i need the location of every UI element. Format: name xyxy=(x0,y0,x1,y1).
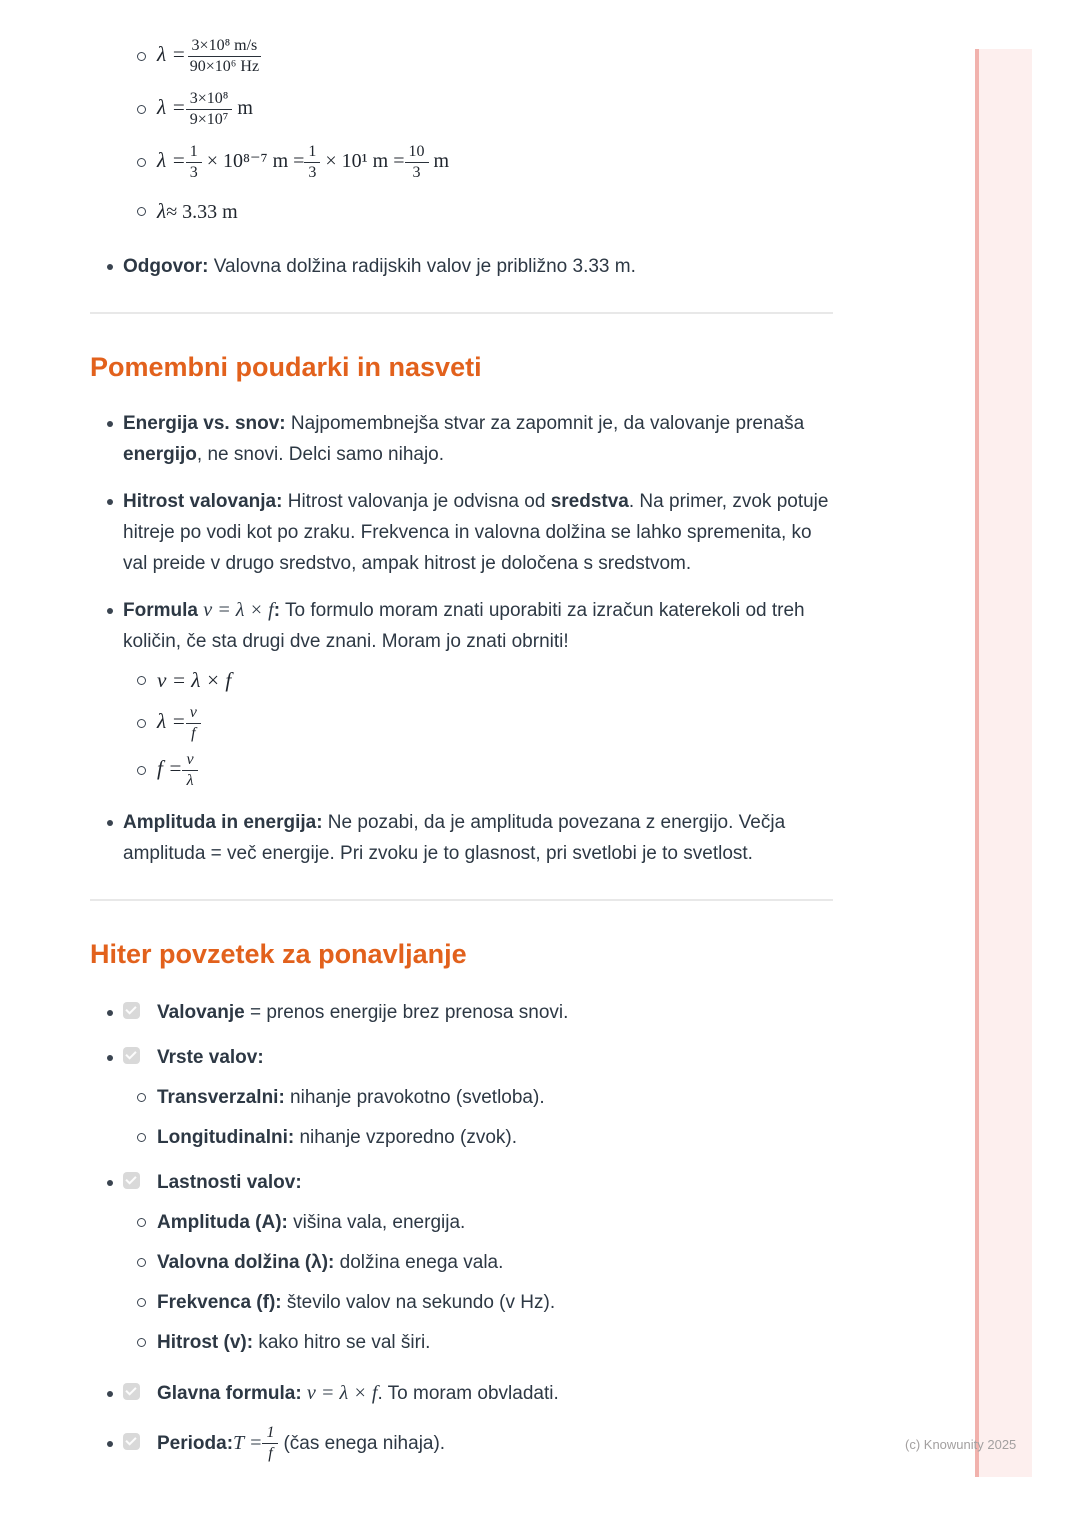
text-segment: Hitrost valovanja je odvisna od xyxy=(282,491,551,512)
sub-item-valovna-dolzina xyxy=(90,1247,835,1278)
text-segment: dolžina enega vala. xyxy=(334,1252,504,1273)
bullet-item-energy xyxy=(90,408,835,470)
math-step xyxy=(90,195,835,229)
sub-item-frekvenca xyxy=(90,1287,835,1318)
text-segment: Vrste valov: xyxy=(157,1047,264,1068)
bullet-dot-icon xyxy=(107,1180,113,1186)
circle-bullet-icon xyxy=(137,207,146,216)
text-segment: ≈ 3.33 m xyxy=(166,201,238,223)
text-segment: Transverzalni: xyxy=(157,1087,285,1108)
bullet-dot-icon xyxy=(107,608,113,614)
text-segment: Ne pozabi, da je amplituda povezana z energijo. Večja amplituda = več energije. Pri zvoku je to glasnost, pri svetlobi je to svetlost. xyxy=(123,812,786,864)
text-segment: v = λ × f xyxy=(306,1382,378,1404)
bullet-text xyxy=(123,491,828,574)
text-segment: sredstva xyxy=(550,491,629,512)
text-segment: , ne snovi. Delci samo nihajo. xyxy=(196,444,445,465)
text-segment: m xyxy=(433,150,450,173)
sub-item-text xyxy=(157,1087,545,1108)
checklist-text xyxy=(157,1047,264,1068)
section-title-tips: Pomembni poudarki in nasveti xyxy=(90,352,482,382)
section-title-summary: Hiter povzetek za ponavljanje xyxy=(90,939,467,969)
bullet-text xyxy=(123,812,785,864)
checklist-item-lastnosti xyxy=(90,1167,835,1198)
text-segment: kako hitro se val širi. xyxy=(253,1332,431,1353)
sub-item-amplituda xyxy=(90,1207,835,1238)
answer-text xyxy=(123,256,636,277)
math-step xyxy=(90,36,835,77)
fraction: $\frac{1}{3}$ xyxy=(304,142,320,183)
text-segment: višina vala, energija. xyxy=(287,1212,466,1233)
text-segment: : xyxy=(273,600,281,621)
bullet-text xyxy=(123,413,804,465)
bullet-dot-icon xyxy=(107,1055,113,1061)
text-segment: število valov na sekundo (v Hz). xyxy=(281,1292,556,1313)
text-segment: Valovna dolžina (λ): xyxy=(157,1252,335,1273)
checklist-text xyxy=(157,1423,445,1464)
bullet-dot-icon xyxy=(107,499,113,505)
text-segment: (čas enega nihaja). xyxy=(283,1433,446,1454)
fraction: $\frac{\text{3×10⁸ m/s}}{\text{90×10⁶ Hz}}$ xyxy=(186,36,263,77)
circle-bullet-icon xyxy=(137,719,146,728)
sub-item-hitrost xyxy=(90,1327,835,1358)
text-segment: Perioda: xyxy=(157,1433,234,1454)
checkbox-checked-icon xyxy=(123,1172,140,1189)
text-segment: Hitrost (v): xyxy=(157,1332,254,1353)
text-segment: Valovanje xyxy=(157,1002,245,1023)
text-segment: Odgovor: xyxy=(123,256,209,277)
text-segment: nihanje pravokotno (svetloba). xyxy=(284,1087,545,1108)
text-segment: To formulo moram znati uporabiti za izračun katerekoli od treh količin, če sta drugi dve znani. Moram jo znati obrniti! xyxy=(123,600,805,652)
bullet-dot-icon xyxy=(107,421,113,427)
checklist-item-vrste xyxy=(90,1042,835,1073)
circle-bullet-icon xyxy=(137,1338,146,1347)
sub-item-text xyxy=(157,1332,430,1353)
formula-sub-item xyxy=(90,665,835,697)
bullet-dot-icon xyxy=(107,1441,113,1447)
text-segment: T = xyxy=(233,1432,263,1454)
circle-bullet-icon xyxy=(137,1093,146,1102)
sub-item-transverzalni xyxy=(90,1082,835,1113)
circle-bullet-icon xyxy=(137,105,146,114)
text-segment: v = λ × f xyxy=(203,599,274,621)
sub-item-text xyxy=(157,1292,555,1313)
formula-text xyxy=(157,665,231,697)
math-step-content xyxy=(157,142,449,183)
circle-bullet-icon xyxy=(137,1133,146,1142)
formula-sub-item xyxy=(90,703,835,744)
text-segment: Lastnosti valov: xyxy=(157,1172,302,1193)
page-edge-accent-bar xyxy=(975,49,1032,1477)
checklist-text xyxy=(157,1172,302,1193)
text-segment: λ = xyxy=(157,95,186,120)
bullet-dot-icon xyxy=(107,1391,113,1397)
math-step-content xyxy=(157,36,268,77)
section-divider xyxy=(90,899,833,901)
answer-item xyxy=(90,251,835,282)
bullet-dot-icon xyxy=(107,820,113,826)
checklist-text xyxy=(157,1002,568,1023)
fraction: $\frac{v}{\lambda}$ xyxy=(182,750,197,791)
checkbox-checked-icon xyxy=(123,1047,140,1064)
checkbox-checked-icon xyxy=(123,1383,140,1400)
math-step xyxy=(90,89,835,130)
text-segment: Longitudinalni: xyxy=(157,1127,295,1148)
circle-bullet-icon xyxy=(137,158,146,167)
sub-item-text xyxy=(157,1127,517,1148)
text-segment: × 10⁸⁻⁷ m = xyxy=(206,150,305,173)
text-segment: energijo xyxy=(123,444,197,465)
text-segment: v = λ × f xyxy=(157,668,232,692)
content-column xyxy=(90,0,835,1464)
fraction: $\frac{1}{3}$ xyxy=(186,142,202,183)
bullet-item-formula xyxy=(90,595,835,657)
math-step-content xyxy=(157,89,253,130)
circle-bullet-icon xyxy=(137,1218,146,1227)
circle-bullet-icon xyxy=(137,1298,146,1307)
circle-bullet-icon xyxy=(137,766,146,775)
text-segment: Amplituda (A): xyxy=(157,1212,288,1233)
text-segment: λ = xyxy=(157,42,186,67)
text-segment: Amplituda in energija: xyxy=(123,812,323,833)
formula-text xyxy=(157,750,203,791)
text-segment: Frekvenca (f): xyxy=(157,1292,282,1313)
formula-text xyxy=(157,703,206,744)
fraction: $\frac{\text{3×10⁸}}{\text{9×10⁷}}$ xyxy=(186,89,233,130)
checklist-item-perioda xyxy=(90,1423,835,1464)
bullet-item-amplitude xyxy=(90,807,835,869)
checkbox-checked-icon xyxy=(123,1433,140,1450)
text-segment: f = xyxy=(157,756,183,781)
text-segment: Formula xyxy=(123,600,204,621)
math-step xyxy=(90,142,835,183)
circle-bullet-icon xyxy=(137,676,146,685)
bullet-dot-icon xyxy=(107,264,113,270)
text-segment: nihanje vzporedno (zvok). xyxy=(294,1127,518,1148)
bullet-item-speed xyxy=(90,486,835,579)
fraction: $\frac{v}{f}$ xyxy=(186,703,201,744)
formula-sub-item xyxy=(90,750,835,791)
circle-bullet-icon xyxy=(137,1258,146,1267)
text-segment: = prenos energije brez prenosa snovi. xyxy=(244,1002,569,1023)
text-segment: Valovna dolžina radijskih valov je približno 3.33 m. xyxy=(208,256,636,277)
text-segment: λ = xyxy=(157,709,186,734)
checklist-text xyxy=(157,1383,559,1404)
section-divider xyxy=(90,312,833,314)
worked-example-list xyxy=(90,0,835,229)
circle-bullet-icon xyxy=(137,52,146,61)
copyright-watermark: (c) Knowunity 2025 xyxy=(905,1437,1017,1452)
text-segment: m xyxy=(237,97,253,120)
bullet-text xyxy=(123,600,805,652)
fraction: $\frac{10}{3}$ xyxy=(405,142,429,183)
sub-item-text xyxy=(157,1212,465,1233)
text-segment: . Na primer, zvok potuje hitreje po vodi kot po zraku. Frekvenca in valovna dolžina se lahko spremenita, ko val preide v drugo sredstvo, ampak hitrost je določena s sredstvom. xyxy=(123,491,829,574)
text-segment: λ xyxy=(157,199,167,223)
text-segment: Energija vs. snov: xyxy=(123,413,286,434)
text-segment: × 10¹ m = xyxy=(325,150,405,173)
text-segment: Hitrost valovanja: xyxy=(123,491,283,512)
text-segment: Glavna formula: xyxy=(157,1383,307,1404)
sub-item-text xyxy=(157,1252,503,1273)
text-segment: λ = xyxy=(157,148,186,173)
text-segment: Najpomembnejša stvar za zapomnit je, da valovanje prenaša xyxy=(285,413,805,434)
bullet-dot-icon xyxy=(107,1010,113,1016)
sub-item-longitudinalni xyxy=(90,1122,835,1153)
math-step-content xyxy=(157,196,238,228)
checklist-item-valovanje xyxy=(90,997,835,1028)
text-segment: . To moram obvladati. xyxy=(377,1383,559,1404)
fraction: $\frac{1}{f}$ xyxy=(262,1423,278,1464)
checklist-item-glavna-formula xyxy=(90,1378,835,1409)
checkbox-checked-icon xyxy=(123,1002,140,1019)
